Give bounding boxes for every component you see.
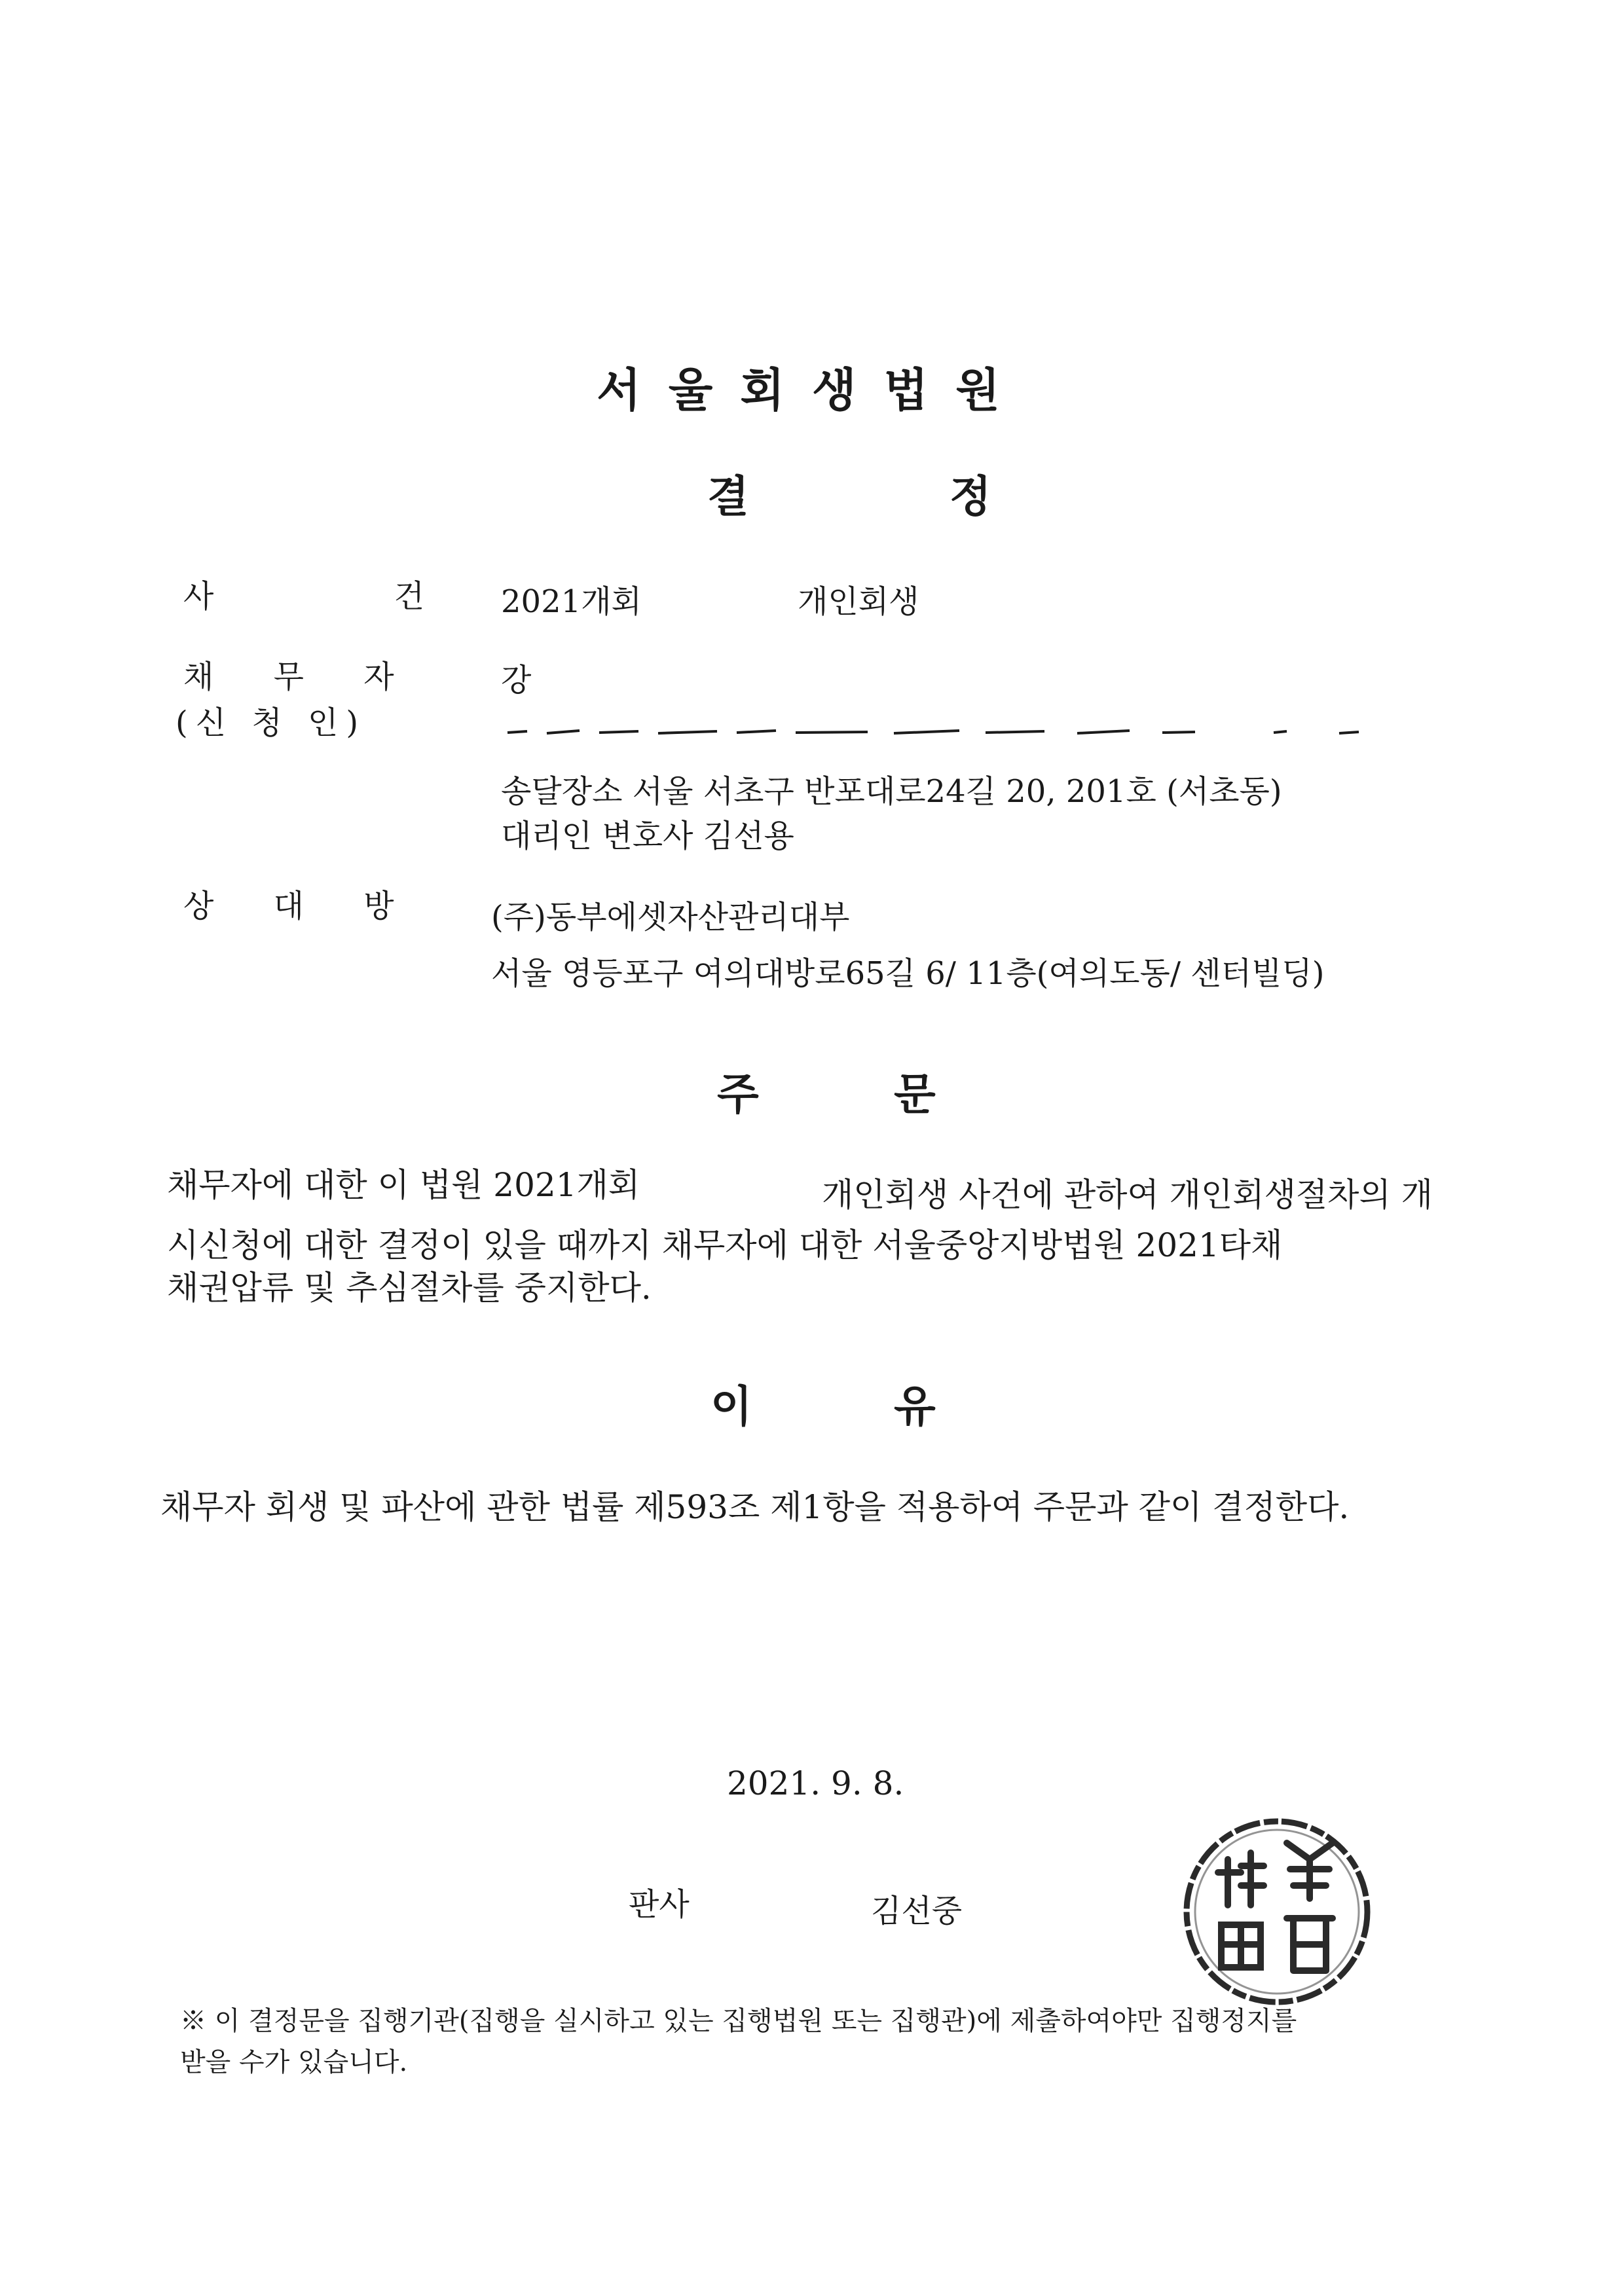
order-heading-char-2: 문 (894, 1069, 936, 1120)
order-line-2: 시신청에 대한 결정이 있을 때까지 채무자에 대한 서울중앙지방법원 2021타채 (167, 1226, 1283, 1264)
judge-seal (1179, 1813, 1375, 2010)
order-line-3: 채권압류 및 추심절차를 중지한다. (167, 1269, 652, 1307)
doc-title-char-2: 정 (950, 471, 991, 522)
case-number: 2021개회 (501, 583, 642, 620)
doc-title-char-1: 결 (707, 471, 749, 522)
judge-name: 김선중 (871, 1893, 963, 1929)
reason-heading-char-2: 유 (894, 1381, 936, 1432)
decision-date: 2021. 9. 8. (727, 1764, 904, 1802)
case-type: 개인회생 (798, 583, 919, 620)
court-name: 서울회생법원 (597, 363, 1027, 417)
redacted-address-remnant (501, 725, 1365, 733)
opponent-address: 서울 영등포구 여의대방로65길 6/ 11층(여의도동/ 센터빌딩) (491, 955, 1325, 992)
order-line-1a: 채무자에 대한 이 법원 2021개회 (167, 1166, 640, 1204)
opponent-name: (주)동부에셋자산관리대부 (491, 899, 850, 936)
order-heading-char-1: 주 (717, 1069, 759, 1120)
notice-line-2: 받을 수가 있습니다. (180, 2047, 408, 2077)
reason-text: 채무자 회생 및 파산에 관한 법률 제593조 제1항을 적용하여 주문과 같이 결정한다. (160, 1488, 1350, 1526)
opponent-label: 상 대 방 (183, 888, 419, 924)
reason-heading-char-1: 이 (710, 1381, 752, 1432)
debtor-attorney: 대리인 변호사 김선용 (501, 818, 794, 854)
debtor-service-address: 송달장소 서울 서초구 반포대로24길 20, 201호 (서초동) (501, 773, 1282, 810)
case-label: 사 건 (183, 578, 509, 615)
judge-title: 판사 (629, 1886, 690, 1923)
notice-line-1: ※ 이 결정문을 집행기관(집행을 실시하고 있는 집행법원 또는 집행관)에 제출하여야만 집행정지를 (180, 2006, 1297, 2036)
applicant-label: (신 청 인) (175, 704, 367, 741)
order-line-1b: 개인회생 사건에 관하여 개인회생절차의 개 (822, 1176, 1433, 1214)
debtor-label: 채 무 자 (183, 659, 419, 695)
debtor-name: 강 (501, 662, 532, 699)
